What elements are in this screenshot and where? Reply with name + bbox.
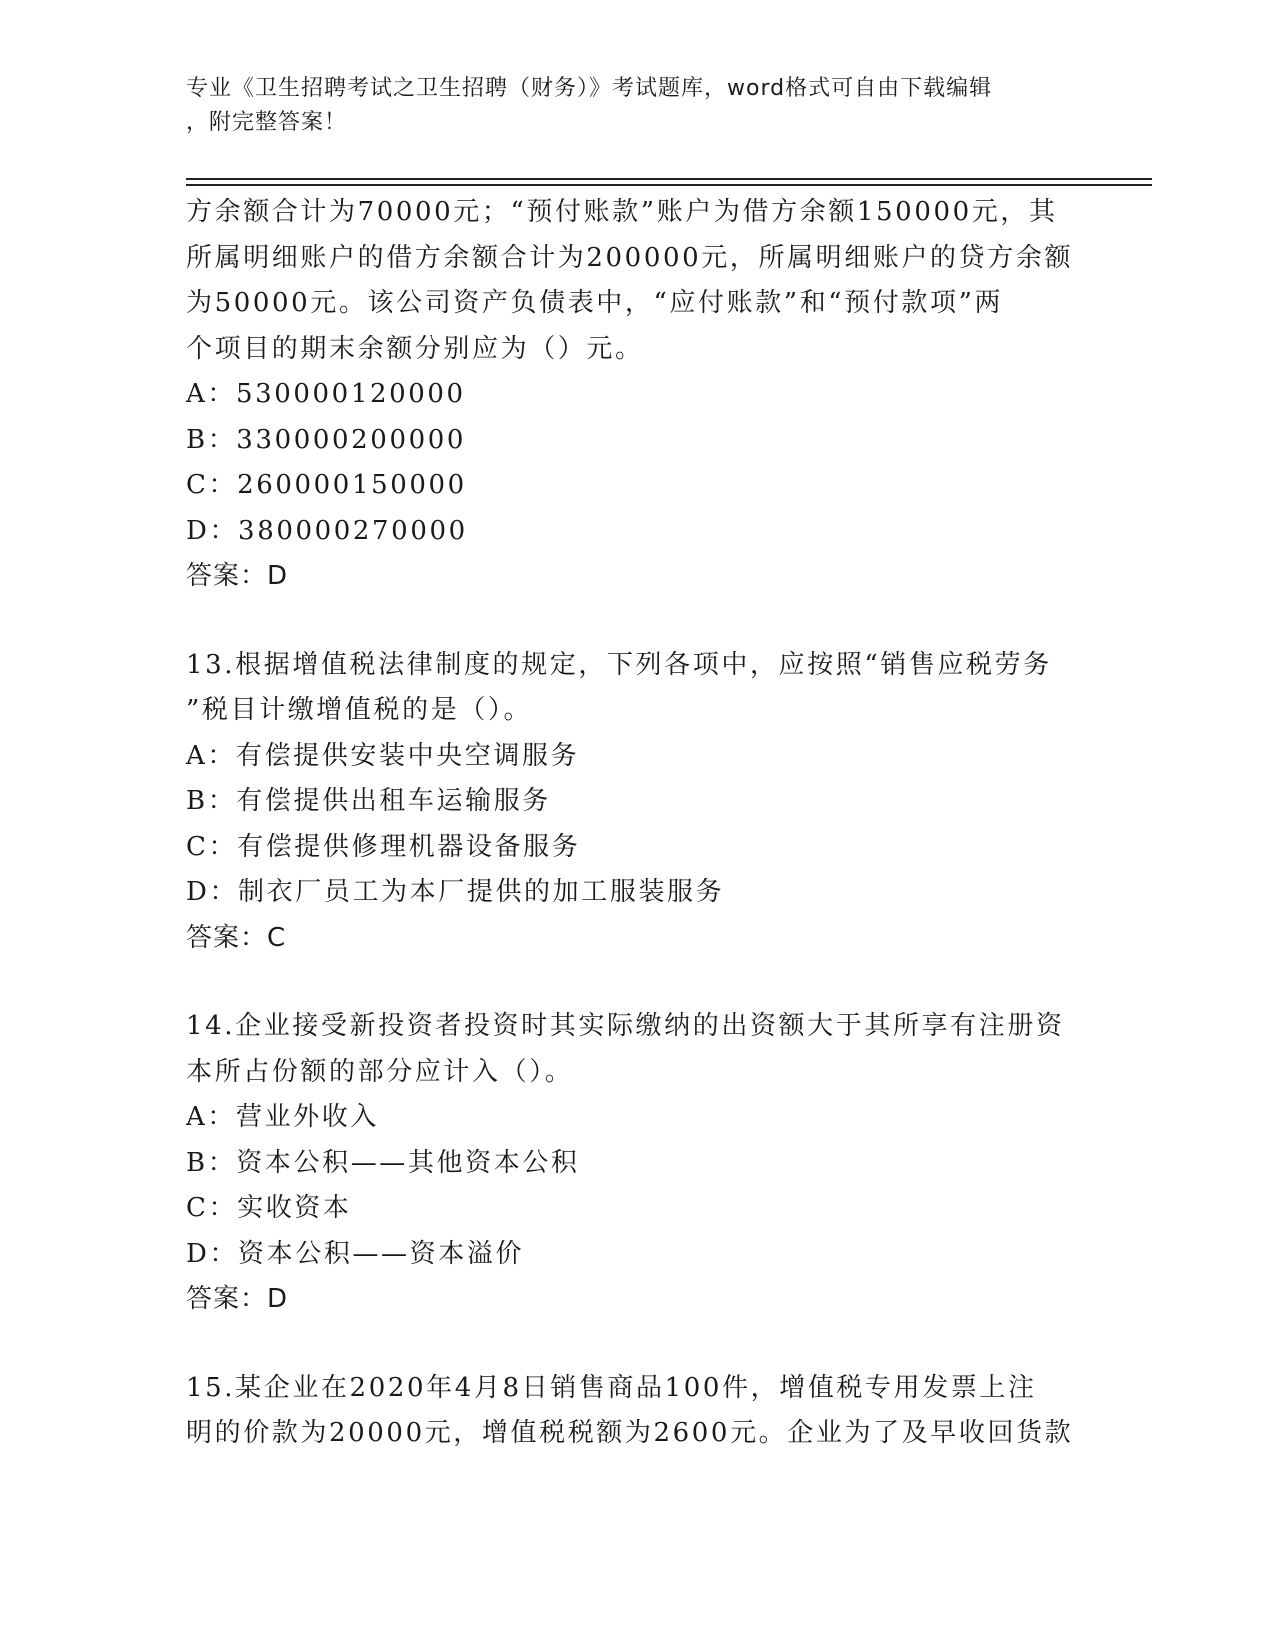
- answer-line: 答案：C: [186, 922, 287, 953]
- question-text-line: 个项目的期末余额分别应为（）元。: [186, 333, 644, 364]
- question-text-line: 15.某企业在2020年4月8日销售商品100件，增值税专用发票上注: [186, 1372, 1037, 1403]
- header-rule-bottom: [186, 184, 1152, 186]
- option-d: D：资本公积——资本溢价: [186, 1238, 525, 1269]
- question-text-line: 14.企业接受新投资者投资时其实际缴纳的出资额大于其所享有注册资: [186, 1011, 1065, 1041]
- header-rule-top: [186, 178, 1152, 180]
- question-14: [186, 1004, 1086, 1323]
- option-c: C：有偿提供修理机器设备服务: [186, 831, 581, 862]
- option-b: B：330000200000: [186, 424, 467, 455]
- option-d: D：380000270000: [186, 515, 468, 546]
- question-text-line: 所属明细账户的借方余额合计为200000元，所属明细账户的贷方余额: [186, 242, 1074, 273]
- question-13: [186, 643, 1086, 962]
- question-text-line: 方余额合计为70000元；“预付账款”账户为借方余额150000元，其: [186, 197, 1058, 227]
- question-text-line: 本所占份额的部分应计入（）。: [186, 1056, 574, 1087]
- option-c: C：260000150000: [186, 470, 467, 500]
- option-a: A：有偿提供安装中央空调服务: [186, 740, 580, 771]
- spacer: [186, 1323, 1086, 1366]
- option-a: A：营业外收入: [186, 1102, 379, 1132]
- spacer: [186, 961, 1086, 1004]
- question-15: [186, 1366, 1086, 1457]
- option-a: A：530000120000: [186, 379, 466, 409]
- option-c: C：实收资本: [186, 1193, 352, 1223]
- question-text-line: ”税目计缴增值税的是（）。: [186, 695, 533, 725]
- option-b: B：资本公积——其他资本公积: [186, 1147, 580, 1178]
- answer-line: 答案：D: [186, 1284, 289, 1314]
- question-text-line: 为50000元。该公司资产负债表中，“应付账款”和“预付款项”两: [186, 288, 1004, 318]
- question-text-line: 明的价款为20000元，增值税税额为2600元。企业为了及早收回货款: [186, 1418, 1074, 1448]
- spacer: [186, 600, 1086, 643]
- option-d: D：制衣厂员工为本厂提供的加工服装服务: [186, 877, 725, 907]
- question-12-continuation: [186, 190, 1086, 600]
- document-header: 专业《卫生招聘考试之卫生招聘（财务）》考试题库，word格式可自由下载编辑 ，附完整答案！: [186, 76, 993, 135]
- answer-line: 答案：D: [186, 561, 289, 591]
- option-b: B：有偿提供出租车运输服务: [186, 786, 551, 816]
- question-content: [186, 190, 1086, 1457]
- question-text-line: 13.根据增值税法律制度的规定，下列各项中，应按照“销售应税劳务: [186, 649, 1052, 680]
